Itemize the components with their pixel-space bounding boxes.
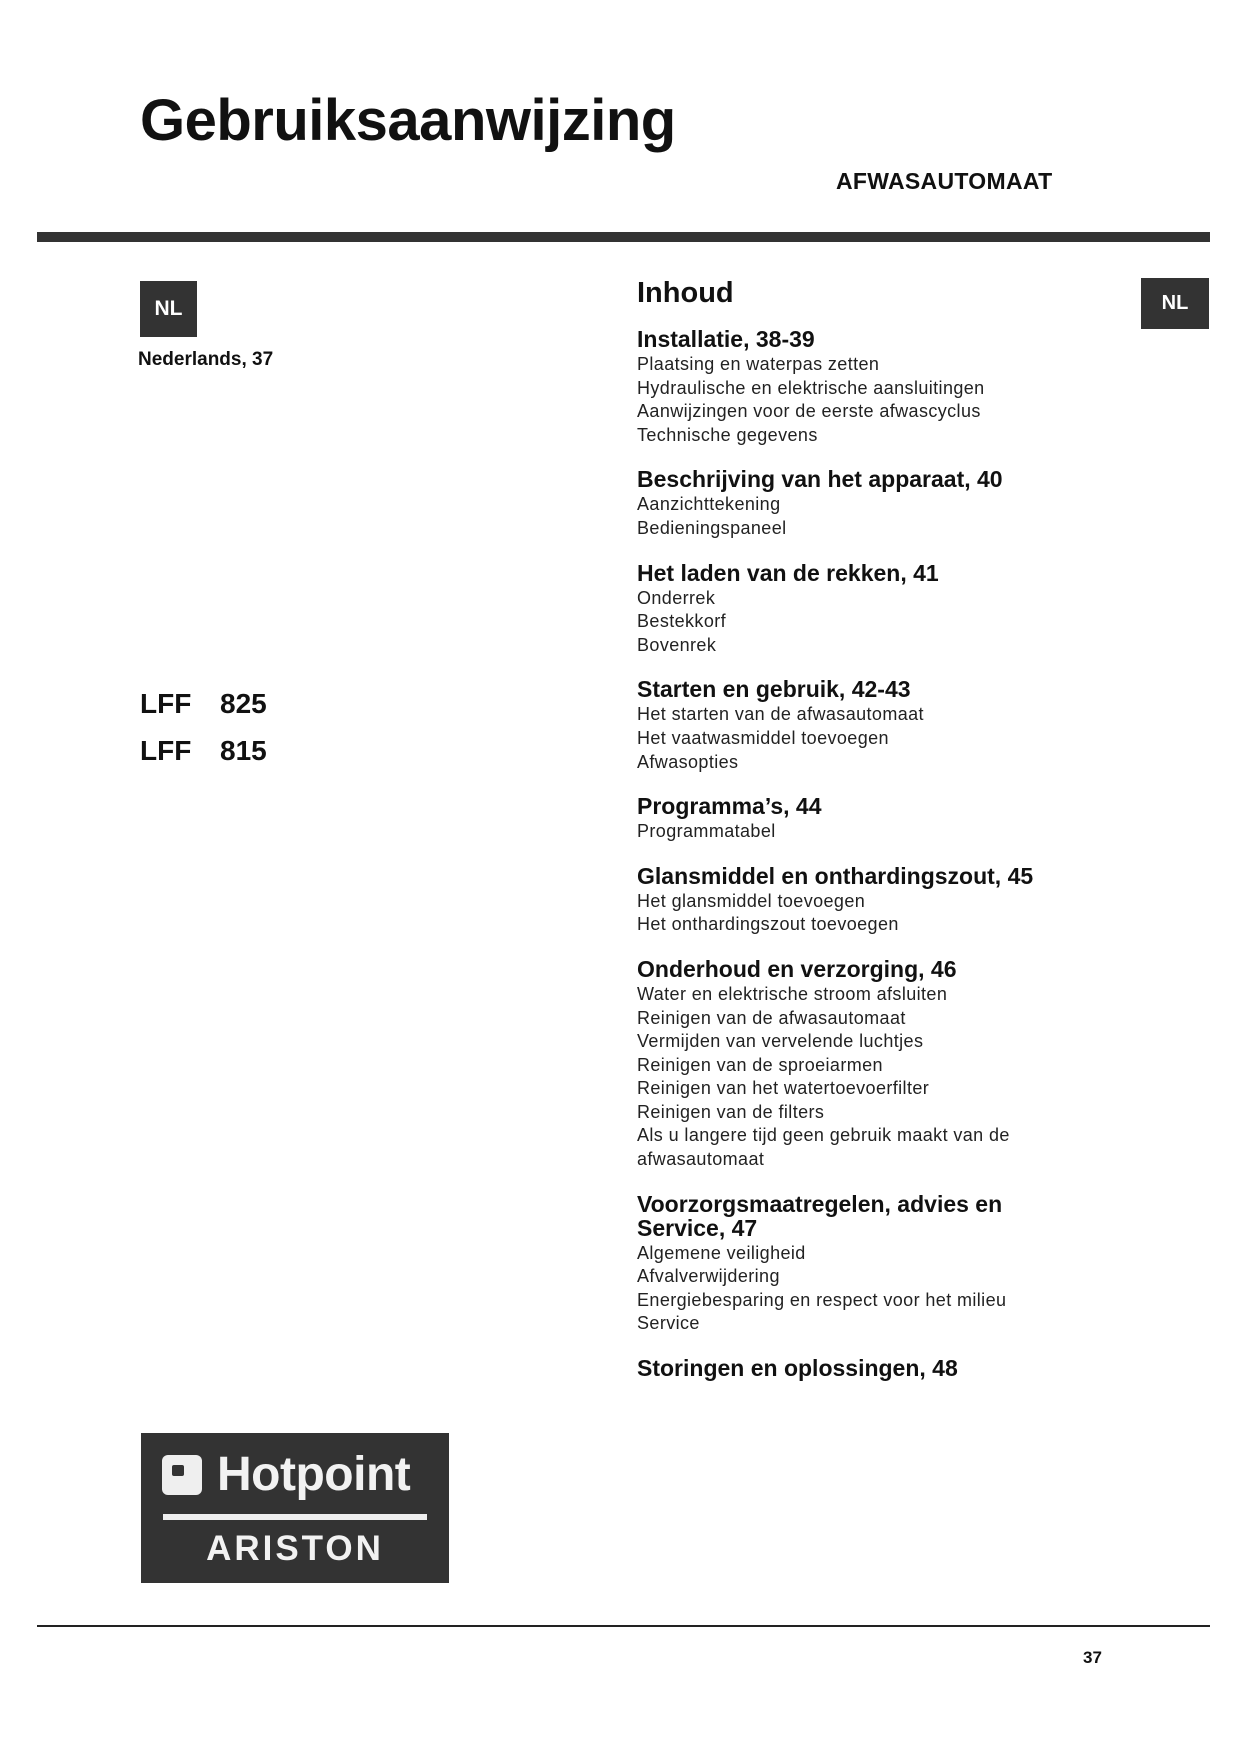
model-series: LFF (140, 688, 192, 719)
document-title: Gebruiksaanwijzing (140, 88, 676, 153)
toc-item: Programmatabel (637, 821, 776, 842)
toc-section (637, 561, 1077, 658)
toc-item: Het vaatwasmiddel toevoegen (637, 727, 889, 748)
toc-section-title: Onderhoud en verzorging, 46 (637, 955, 957, 982)
toc-section-title: Storingen en oplossingen, 48 (637, 1355, 958, 1382)
product-type: AFWASAUTOMAAT (836, 168, 1053, 194)
toc-section-title: Starten en gebruik, 42-43 (637, 676, 911, 703)
toc-item: Hydraulische en elektrische aansluitingen (637, 377, 985, 398)
toc-sections (637, 327, 1077, 1380)
footer-divider (37, 1625, 1210, 1627)
brand-logo (141, 1433, 449, 1583)
model-number: 825 (220, 688, 267, 719)
toc-item: Reinigen van het watertoevoerfilter (637, 1078, 930, 1099)
toc-item: Als u langere tijd geen gebruik maakt van de afwasautomaat (637, 1125, 1010, 1170)
toc-section (637, 957, 1077, 1172)
toc-item: Onderrek (637, 587, 716, 608)
toc-section-title: Beschrijving van het apparaat, 40 (637, 466, 1003, 493)
toc-item: Aanzichttekening (637, 494, 781, 515)
toc-section (637, 677, 1077, 774)
toc-item: Bovenrek (637, 634, 717, 655)
toc-item: Aanwijzingen voor de eerste afwascyclus (637, 401, 981, 422)
brand-divider (163, 1514, 427, 1520)
toc-section-title: Installatie, 38-39 (637, 326, 815, 352)
toc-section-title: Het laden van de rekken, 41 (637, 559, 939, 586)
toc-item: Afwasopties (637, 751, 739, 772)
model-number: 815 (220, 735, 267, 766)
toc-item: Reinigen van de sproeiarmen (637, 1054, 883, 1075)
toc-item: Algemene veiligheid (637, 1242, 806, 1263)
model-name (140, 688, 267, 720)
language-entry: Nederlands, 37 (138, 349, 274, 370)
toc-item: Energiebesparing en respect voor het milieu (637, 1289, 1007, 1310)
toc-item: Bestekkorf (637, 611, 727, 632)
toc-section (637, 864, 1077, 937)
header-divider (37, 232, 1210, 242)
toc-section (637, 467, 1077, 540)
page-number: 37 (1083, 1648, 1102, 1667)
model-name (140, 735, 267, 767)
toc-item: Het starten van de afwasautomaat (637, 704, 924, 725)
toc-section-title: Voorzorgsmaatregelen, advies en Service, 47 (637, 1190, 1003, 1241)
brand-name: Hotpoint (217, 1448, 411, 1501)
toc-item: Reinigen van de filters (637, 1101, 825, 1122)
toc-item: Vermijden van vervelende luchtjes (637, 1031, 924, 1052)
toc-item: Het onthardingszout toevoegen (637, 914, 899, 935)
language-badge: NL (140, 281, 197, 337)
toc-section-title: Glansmiddel en onthardingszout, 45 (637, 862, 1034, 889)
brand-subname: ARISTON (206, 1529, 384, 1568)
toc-section (637, 1356, 1077, 1380)
toc-section-title: Programma’s, 44 (637, 793, 822, 820)
toc-heading: Inhoud (637, 277, 734, 309)
toc-item: Het glansmiddel toevoegen (637, 890, 866, 911)
toc-item: Technische gegevens (637, 424, 818, 445)
toc-section (637, 794, 1077, 844)
toc-section (637, 327, 1077, 447)
toc-item: Afvalverwijdering (637, 1266, 780, 1287)
toc-item: Water en elektrische stroom afsluiten (637, 983, 948, 1004)
table-of-contents (637, 275, 1077, 1400)
toc-item: Reinigen van de afwasautomaat (637, 1007, 906, 1028)
toc-item: Service (637, 1313, 700, 1334)
toc-item: Bedieningspaneel (637, 517, 787, 538)
toc-item: Plaatsing en waterpas zetten (637, 354, 880, 374)
toc-section (637, 1192, 1077, 1336)
brand-mark-icon (162, 1455, 202, 1495)
model-series: LFF (140, 735, 192, 766)
language-tab: NL (1141, 278, 1209, 329)
